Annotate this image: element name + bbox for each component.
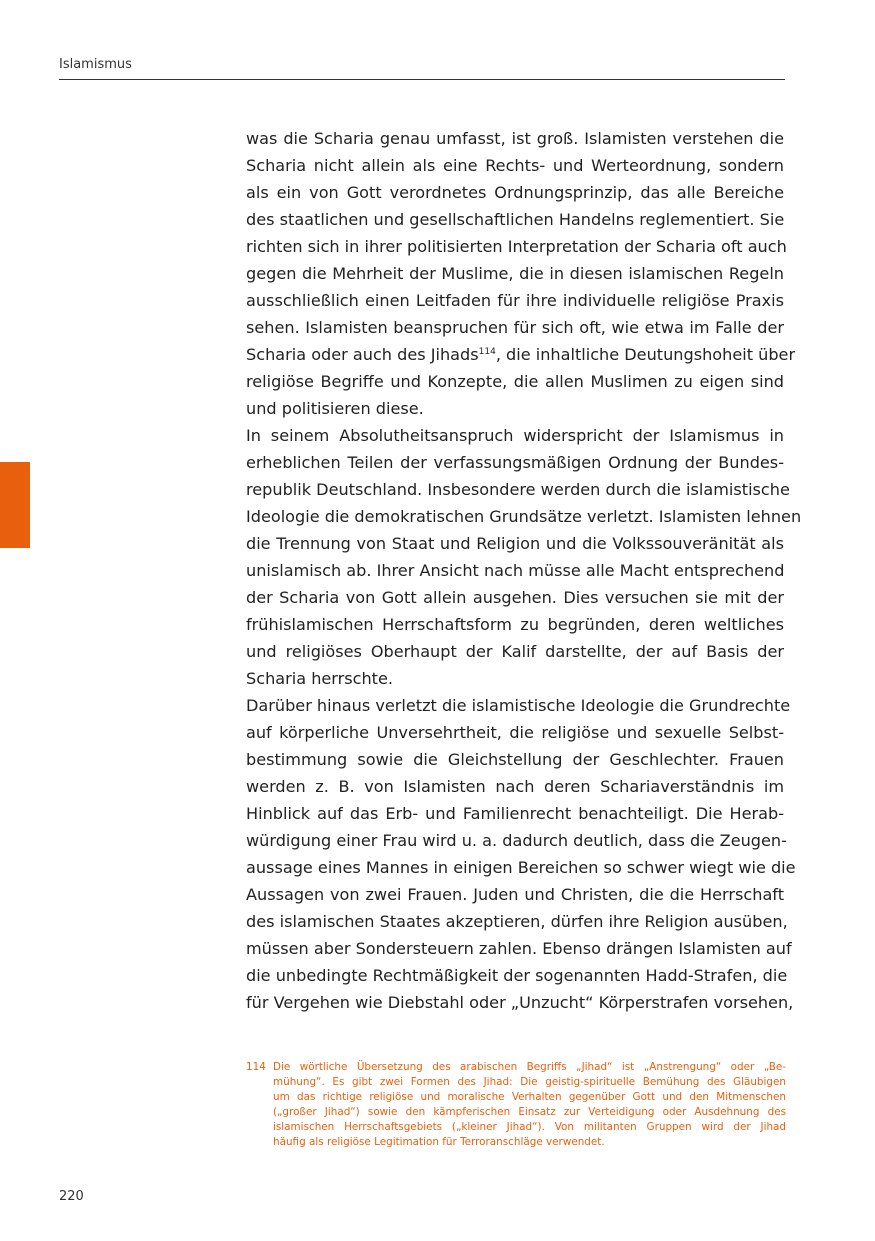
header-rule bbox=[59, 79, 785, 80]
body-line: Darüber hinaus verletzt die islamistische Ideologie die Grundrechte bbox=[246, 696, 791, 715]
body-line: und religiöses Oberhaupt der Kalif darstellte, der auf Basis der bbox=[246, 642, 784, 661]
body-line-end: , die inhaltliche Deutungshoheit über bbox=[495, 345, 796, 364]
page-number: 220 bbox=[59, 1189, 84, 1204]
body-line: In seinem Absolutheitsanspruch widerspricht der Islamismus in bbox=[246, 426, 784, 445]
footnote bbox=[246, 1060, 786, 1150]
body-line: unislamisch ab. Ihrer Ansicht nach müsse alle Macht entsprechend bbox=[246, 561, 785, 580]
footnote-line: islamischen Herrschaftsgebiets („kleiner Jihad“). Von militanten Gruppen wird der Jihad bbox=[273, 1121, 786, 1133]
body-line: Scharia nicht allein als eine Rechts- und Werteordnung, sondern bbox=[246, 156, 784, 175]
body-line: richten sich in ihrer politisierten Interpretation der Scharia oft auch bbox=[246, 237, 787, 256]
chapter-side-tab bbox=[0, 462, 30, 548]
body-line: die unbedingte Rechtmäßigkeit der sogenannten Hadd-Strafen, die bbox=[246, 966, 788, 985]
footnote-line: („großer Jihad“) sowie den kämpferischen Einsatz zur Verteidigung oder Ausdehnung des bbox=[273, 1106, 786, 1118]
body-line: und politisieren diese. bbox=[246, 399, 424, 418]
body-line: werden z. B. von Islamisten nach deren Schariaverständnis im bbox=[246, 777, 784, 796]
body-line: Scharia herrschte. bbox=[246, 669, 394, 688]
body-line: würdigung einer Frau wird u. a. dadurch deutlich, dass die Zeugen- bbox=[246, 831, 787, 850]
body-line: bestimmung sowie die Gleichstellung der Geschlechter. Frauen bbox=[246, 750, 784, 769]
footnote-line: mühung“. Es gibt zwei Formen des Jihad: Die geistig-spirituelle Bemühung des Gläubigen bbox=[273, 1076, 786, 1088]
body-line: republik Deutschland. Insbesondere werden durch die islamistische bbox=[246, 480, 790, 499]
body-line: ausschließlich einen Leitfaden für ihre individuelle religiöse Praxis bbox=[246, 291, 784, 310]
body-line: gegen die Mehrheit der Muslime, die in diesen islamischen Regeln bbox=[246, 264, 784, 283]
body-line: Ideologie die demokratischen Grundsätze verletzt. Islamisten lehnen bbox=[246, 507, 802, 526]
footnote-line: um das richtige religiöse und moralische Verhalten gegenüber Gott und den Mitmenschen bbox=[273, 1091, 786, 1103]
body-line: religiöse Begriffe und Konzepte, die allen Muslimen zu eigen sind bbox=[246, 372, 784, 391]
body-line: frühislamischen Herrschaftsform zu begründen, deren weltliches bbox=[246, 615, 784, 634]
body-line: der Scharia von Gott allein ausgehen. Dies versuchen sie mit der bbox=[246, 588, 784, 607]
footnote-line: Die wörtliche Übersetzung des arabischen Begriffs „Jihad“ ist „Anstrengung“ oder „Be- bbox=[273, 1061, 786, 1073]
body-line: als ein von Gott verordnetes Ordnungsprinzip, das alle Bereiche bbox=[246, 183, 784, 202]
body-line: des staatlichen und gesellschaftlichen Handelns reglementiert. Sie bbox=[246, 210, 785, 229]
footnote-reference: 114 bbox=[478, 347, 496, 357]
body-line: Hinblick auf das Erb- und Familienrecht benachteiligt. Die Herab- bbox=[246, 804, 784, 823]
body-line: was die Scharia genau umfasst, ist groß. Islamisten verstehen die bbox=[246, 129, 784, 148]
body-line: sehen. Islamisten beanspruchen für sich oft, wie etwa im Falle der bbox=[246, 318, 784, 337]
body-line: aussage eines Mannes in einigen Bereichen so schwer wiegt wie die bbox=[246, 858, 796, 877]
body-line: müssen aber Sondersteuern zahlen. Ebenso drängen Islamisten auf bbox=[246, 939, 792, 958]
body-line: erheblichen Teilen der verfassungsmäßigen Ordnung der Bundes- bbox=[246, 453, 784, 472]
running-head: Islamismus bbox=[59, 57, 132, 72]
body-line: die Trennung von Staat und Religion und die Volkssouveränität als bbox=[246, 534, 784, 553]
footnote-text bbox=[273, 1060, 786, 1150]
footnote-line: häufig als religiöse Legitimation für Terroranschläge verwendet. bbox=[273, 1136, 605, 1148]
body-line-start: Scharia oder auch des Jihads bbox=[246, 345, 479, 364]
body-line: auf körperliche Unversehrtheit, die religiöse und sexuelle Selbst- bbox=[246, 723, 784, 742]
body-text bbox=[246, 125, 802, 1016]
body-line: des islamischen Staates akzeptieren, dürfen ihre Religion ausüben, bbox=[246, 912, 788, 931]
footnote-number: 114 bbox=[246, 1061, 266, 1073]
body-line: Aussagen von zwei Frauen. Juden und Christen, die die Herrschaft bbox=[246, 885, 784, 904]
body-line: für Vergehen wie Diebstahl oder „Unzucht“ Körperstrafen vorsehen, bbox=[246, 993, 794, 1012]
body-line-with-footnote-ref bbox=[246, 341, 796, 368]
